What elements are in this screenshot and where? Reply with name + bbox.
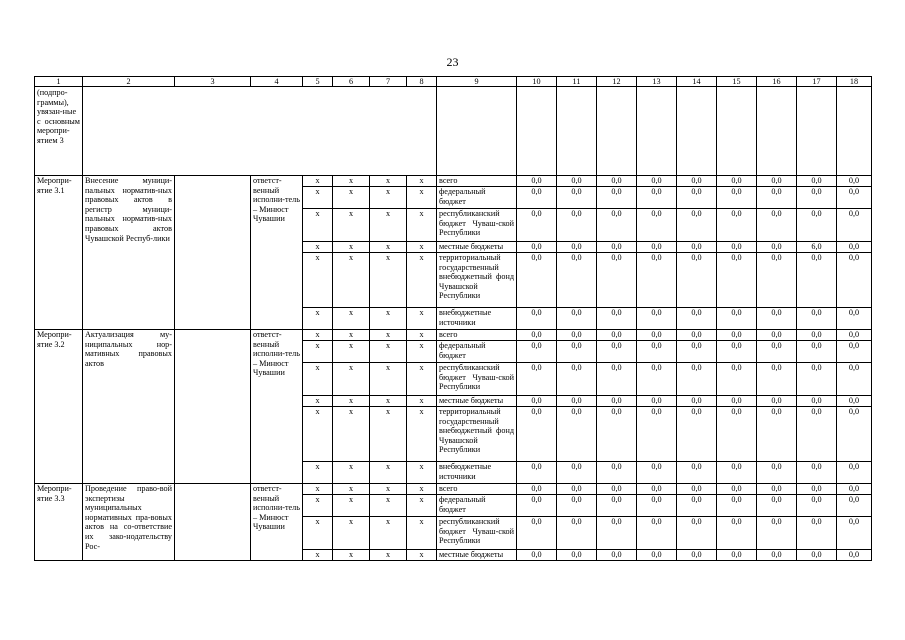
amount-cell: 0,0 — [717, 495, 757, 517]
amount-cell: 0,0 — [837, 253, 872, 308]
amount-cell: 0,0 — [717, 462, 757, 484]
measure-code: Меропри-ятие 3.3 — [35, 484, 83, 561]
empty-cell — [557, 87, 597, 176]
x-mark: x — [370, 363, 407, 396]
budget-table — [34, 76, 872, 561]
amount-cell: 0,0 — [597, 495, 637, 517]
subprogram-cell: (подпро-граммы), увязан-ные с основным меропри-ятием 3 — [35, 87, 83, 176]
empty-cell — [837, 87, 872, 176]
x-mark: x — [303, 495, 333, 517]
amount-cell: 0,0 — [757, 407, 797, 462]
amount-cell: 0,0 — [557, 484, 597, 495]
x-mark: x — [370, 517, 407, 550]
amount-cell: 0,0 — [757, 462, 797, 484]
funding-source: территориальный государственный внебюджетный фонд Чувашской Республики — [437, 407, 517, 462]
empty-cell — [83, 87, 437, 176]
x-mark: x — [407, 407, 437, 462]
amount-cell: 0,0 — [677, 330, 717, 341]
amount-cell: 0,0 — [637, 253, 677, 308]
amount-cell: 0,0 — [637, 187, 677, 209]
amount-cell: 0,0 — [797, 341, 837, 363]
amount-cell: 0,0 — [597, 308, 637, 330]
empty-cell — [637, 87, 677, 176]
amount-cell: 0,0 — [797, 407, 837, 462]
amount-cell: 0,0 — [637, 462, 677, 484]
amount-cell: 0,0 — [797, 176, 837, 187]
funding-source: внебюджетные источники — [437, 308, 517, 330]
amount-cell: 0,0 — [517, 187, 557, 209]
x-mark: x — [370, 209, 407, 242]
column-number: 4 — [251, 77, 303, 87]
x-mark: x — [333, 550, 370, 561]
amount-cell: 0,0 — [757, 550, 797, 561]
empty-cell — [717, 87, 757, 176]
empty-cell — [797, 87, 837, 176]
amount-cell: 0,0 — [557, 462, 597, 484]
measure-executor: ответст-венный исполни-тель – Минюст Чувашии — [251, 176, 303, 330]
amount-cell: 0,0 — [517, 341, 557, 363]
column-number: 3 — [175, 77, 251, 87]
amount-cell: 0,0 — [797, 495, 837, 517]
x-mark: x — [370, 176, 407, 187]
amount-cell: 0,0 — [677, 308, 717, 330]
funding-source: всего — [437, 484, 517, 495]
amount-cell: 0,0 — [717, 363, 757, 396]
x-mark: x — [303, 396, 333, 407]
amount-cell: 0,0 — [797, 308, 837, 330]
amount-cell: 0,0 — [557, 242, 597, 253]
amount-cell: 0,0 — [597, 341, 637, 363]
column-number: 17 — [797, 77, 837, 87]
amount-cell: 0,0 — [557, 396, 597, 407]
amount-cell: 0,0 — [797, 187, 837, 209]
x-mark: x — [333, 341, 370, 363]
amount-cell: 0,0 — [837, 308, 872, 330]
amount-cell: 0,0 — [517, 363, 557, 396]
amount-cell: 0,0 — [517, 330, 557, 341]
amount-cell: 0,0 — [717, 517, 757, 550]
amount-cell: 0,0 — [757, 363, 797, 396]
funding-source: местные бюджеты — [437, 242, 517, 253]
amount-cell: 0,0 — [677, 495, 717, 517]
x-mark: x — [333, 495, 370, 517]
x-mark: x — [333, 253, 370, 308]
x-mark: x — [407, 209, 437, 242]
x-mark: x — [333, 242, 370, 253]
x-mark: x — [407, 550, 437, 561]
amount-cell: 0,0 — [677, 187, 717, 209]
amount-cell: 0,0 — [757, 484, 797, 495]
amount-cell: 0,0 — [757, 209, 797, 242]
amount-cell: 0,0 — [757, 517, 797, 550]
amount-cell: 0,0 — [557, 363, 597, 396]
amount-cell: 0,0 — [637, 363, 677, 396]
empty-cell — [437, 87, 517, 176]
amount-cell: 0,0 — [717, 396, 757, 407]
x-mark: x — [407, 495, 437, 517]
amount-cell: 0,0 — [637, 550, 677, 561]
amount-cell: 0,0 — [677, 517, 717, 550]
amount-cell: 0,0 — [717, 253, 757, 308]
amount-cell: 0,0 — [597, 187, 637, 209]
column-number: 6 — [333, 77, 370, 87]
x-mark: x — [370, 550, 407, 561]
empty-cell — [175, 176, 251, 330]
amount-cell: 0,0 — [597, 253, 637, 308]
amount-cell: 0,0 — [757, 187, 797, 209]
amount-cell: 0,0 — [677, 462, 717, 484]
amount-cell: 0,0 — [517, 495, 557, 517]
empty-cell — [677, 87, 717, 176]
column-number: 2 — [83, 77, 175, 87]
amount-cell: 6,0 — [797, 242, 837, 253]
amount-cell: 0,0 — [597, 550, 637, 561]
amount-cell: 0,0 — [557, 550, 597, 561]
page-number: 23 — [446, 55, 459, 69]
x-mark: x — [407, 462, 437, 484]
amount-cell: 0,0 — [597, 330, 637, 341]
funding-source: республиканский бюджет Чуваш-ской Республики — [437, 517, 517, 550]
amount-cell: 0,0 — [837, 484, 872, 495]
x-mark: x — [303, 550, 333, 561]
empty-cell — [597, 87, 637, 176]
x-mark: x — [303, 484, 333, 495]
x-mark: x — [407, 517, 437, 550]
amount-cell: 0,0 — [837, 550, 872, 561]
amount-cell: 0,0 — [637, 484, 677, 495]
x-mark: x — [333, 187, 370, 209]
column-number: 11 — [557, 77, 597, 87]
amount-cell: 0,0 — [797, 209, 837, 242]
x-mark: x — [303, 209, 333, 242]
amount-cell: 0,0 — [557, 341, 597, 363]
amount-cell: 0,0 — [797, 550, 837, 561]
x-mark: x — [333, 330, 370, 341]
amount-cell: 0,0 — [717, 484, 757, 495]
funding-source: федеральный бюджет — [437, 495, 517, 517]
x-mark: x — [370, 341, 407, 363]
x-mark: x — [303, 308, 333, 330]
x-mark: x — [370, 495, 407, 517]
x-mark: x — [370, 484, 407, 495]
amount-cell: 0,0 — [557, 209, 597, 242]
amount-cell: 0,0 — [677, 484, 717, 495]
x-mark: x — [333, 517, 370, 550]
amount-cell: 0,0 — [837, 242, 872, 253]
amount-cell: 0,0 — [757, 495, 797, 517]
amount-cell: 0,0 — [557, 308, 597, 330]
amount-cell: 0,0 — [757, 330, 797, 341]
x-mark: x — [333, 209, 370, 242]
column-number: 18 — [837, 77, 872, 87]
column-number: 1 — [35, 77, 83, 87]
amount-cell: 0,0 — [597, 242, 637, 253]
x-mark: x — [370, 187, 407, 209]
x-mark: x — [370, 396, 407, 407]
x-mark: x — [370, 330, 407, 341]
measure-name: Проведение право-вой экспертизы муниципальных нормативных пра-вовых актов на со-ответствие их зако-нодательству Рос- — [83, 484, 175, 561]
amount-cell: 0,0 — [597, 176, 637, 187]
amount-cell: 0,0 — [597, 462, 637, 484]
amount-cell: 0,0 — [717, 550, 757, 561]
empty-cell — [757, 87, 797, 176]
amount-cell: 0,0 — [517, 517, 557, 550]
amount-cell: 0,0 — [637, 341, 677, 363]
funding-source: местные бюджеты — [437, 550, 517, 561]
amount-cell: 0,0 — [797, 253, 837, 308]
amount-cell: 0,0 — [717, 209, 757, 242]
column-number: 5 — [303, 77, 333, 87]
x-mark: x — [303, 242, 333, 253]
amount-cell: 0,0 — [637, 176, 677, 187]
amount-cell: 0,0 — [837, 462, 872, 484]
amount-cell: 0,0 — [677, 363, 717, 396]
x-mark: x — [303, 462, 333, 484]
amount-cell: 0,0 — [797, 330, 837, 341]
column-number: 14 — [677, 77, 717, 87]
funding-source: территориальный государственный внебюджетный фонд Чувашской Республики — [437, 253, 517, 308]
column-number: 10 — [517, 77, 557, 87]
amount-cell: 0,0 — [677, 407, 717, 462]
amount-cell: 0,0 — [637, 242, 677, 253]
amount-cell: 0,0 — [517, 308, 557, 330]
x-mark: x — [370, 407, 407, 462]
amount-cell: 0,0 — [517, 176, 557, 187]
amount-cell: 0,0 — [837, 341, 872, 363]
amount-cell: 0,0 — [677, 209, 717, 242]
amount-cell: 0,0 — [597, 484, 637, 495]
amount-cell: 0,0 — [757, 253, 797, 308]
funding-source: федеральный бюджет — [437, 187, 517, 209]
x-mark: x — [303, 176, 333, 187]
funding-source: всего — [437, 176, 517, 187]
amount-cell: 0,0 — [677, 341, 717, 363]
x-mark: x — [333, 407, 370, 462]
x-mark: x — [407, 341, 437, 363]
amount-cell: 0,0 — [557, 176, 597, 187]
x-mark: x — [333, 363, 370, 396]
amount-cell: 0,0 — [757, 242, 797, 253]
amount-cell: 0,0 — [637, 330, 677, 341]
amount-cell: 0,0 — [557, 495, 597, 517]
amount-cell: 0,0 — [837, 396, 872, 407]
amount-cell: 0,0 — [517, 253, 557, 308]
amount-cell: 0,0 — [677, 550, 717, 561]
amount-cell: 0,0 — [717, 242, 757, 253]
amount-cell: 0,0 — [797, 517, 837, 550]
x-mark: x — [407, 396, 437, 407]
x-mark: x — [370, 308, 407, 330]
amount-cell: 0,0 — [597, 517, 637, 550]
amount-cell: 0,0 — [717, 330, 757, 341]
column-number: 7 — [370, 77, 407, 87]
funding-source: республиканский бюджет Чуваш-ской Республики — [437, 209, 517, 242]
empty-cell — [517, 87, 557, 176]
header-row — [35, 77, 872, 87]
measure-executor: ответст-венный исполни-тель – Минюст Чувашии — [251, 484, 303, 561]
x-mark: x — [407, 363, 437, 396]
x-mark: x — [303, 407, 333, 462]
measure-name: Внесение муници-пальных норматив-ных правовых актов в регистр муници-пальных норматив-ных правовых актов Чувашской Респуб-лики — [83, 176, 175, 330]
measure-code: Меропри-ятие 3.2 — [35, 330, 83, 484]
x-mark: x — [333, 484, 370, 495]
funding-source: внебюджетные источники — [437, 462, 517, 484]
funding-row — [35, 330, 872, 341]
column-number: 13 — [637, 77, 677, 87]
amount-cell: 0,0 — [517, 209, 557, 242]
funding-row — [35, 176, 872, 187]
funding-source: местные бюджеты — [437, 396, 517, 407]
x-mark: x — [333, 176, 370, 187]
column-number: 8 — [407, 77, 437, 87]
measure-executor: ответст-венный исполни-тель – Минюст Чувашии — [251, 330, 303, 484]
amount-cell: 0,0 — [517, 462, 557, 484]
amount-cell: 0,0 — [837, 187, 872, 209]
amount-cell: 0,0 — [597, 363, 637, 396]
amount-cell: 0,0 — [797, 462, 837, 484]
x-mark: x — [333, 462, 370, 484]
amount-cell: 0,0 — [717, 407, 757, 462]
amount-cell: 0,0 — [717, 308, 757, 330]
amount-cell: 0,0 — [837, 517, 872, 550]
amount-cell: 0,0 — [717, 341, 757, 363]
x-mark: x — [303, 330, 333, 341]
x-mark: x — [303, 363, 333, 396]
x-mark: x — [407, 330, 437, 341]
x-mark: x — [407, 176, 437, 187]
amount-cell: 0,0 — [637, 396, 677, 407]
measure-name: Актуализация му-ниципальных нор-мативных правовых актов — [83, 330, 175, 484]
amount-cell: 0,0 — [797, 484, 837, 495]
column-number: 12 — [597, 77, 637, 87]
amount-cell: 0,0 — [637, 495, 677, 517]
column-number: 16 — [757, 77, 797, 87]
amount-cell: 0,0 — [517, 484, 557, 495]
amount-cell: 0,0 — [797, 396, 837, 407]
x-mark: x — [407, 253, 437, 308]
x-mark: x — [407, 187, 437, 209]
column-number: 15 — [717, 77, 757, 87]
funding-source: федеральный бюджет — [437, 341, 517, 363]
amount-cell: 0,0 — [597, 396, 637, 407]
amount-cell: 0,0 — [557, 187, 597, 209]
x-mark: x — [370, 462, 407, 484]
x-mark: x — [303, 341, 333, 363]
amount-cell: 0,0 — [597, 407, 637, 462]
amount-cell: 0,0 — [757, 308, 797, 330]
amount-cell: 0,0 — [757, 176, 797, 187]
amount-cell: 0,0 — [837, 495, 872, 517]
x-mark: x — [303, 187, 333, 209]
amount-cell: 0,0 — [837, 330, 872, 341]
funding-source: всего — [437, 330, 517, 341]
measure-code: Меропри-ятие 3.1 — [35, 176, 83, 330]
amount-cell: 0,0 — [517, 242, 557, 253]
amount-cell: 0,0 — [557, 517, 597, 550]
x-mark: x — [370, 253, 407, 308]
funding-source: республиканский бюджет Чуваш-ской Республики — [437, 363, 517, 396]
x-mark: x — [333, 308, 370, 330]
x-mark: x — [333, 396, 370, 407]
empty-cell — [175, 330, 251, 484]
amount-cell: 0,0 — [557, 407, 597, 462]
amount-cell: 0,0 — [637, 517, 677, 550]
x-mark: x — [370, 242, 407, 253]
amount-cell: 0,0 — [637, 308, 677, 330]
amount-cell: 0,0 — [837, 176, 872, 187]
continuation-row — [35, 87, 872, 176]
x-mark: x — [303, 253, 333, 308]
amount-cell: 0,0 — [517, 396, 557, 407]
empty-cell — [175, 484, 251, 561]
amount-cell: 0,0 — [837, 363, 872, 396]
amount-cell: 0,0 — [837, 209, 872, 242]
amount-cell: 0,0 — [717, 187, 757, 209]
amount-cell: 0,0 — [837, 407, 872, 462]
amount-cell: 0,0 — [677, 176, 717, 187]
column-number: 9 — [437, 77, 517, 87]
amount-cell: 0,0 — [757, 396, 797, 407]
x-mark: x — [303, 517, 333, 550]
amount-cell: 0,0 — [517, 550, 557, 561]
amount-cell: 0,0 — [677, 396, 717, 407]
amount-cell: 0,0 — [637, 407, 677, 462]
amount-cell: 0,0 — [637, 209, 677, 242]
amount-cell: 0,0 — [597, 209, 637, 242]
amount-cell: 0,0 — [757, 341, 797, 363]
amount-cell: 0,0 — [717, 176, 757, 187]
x-mark: x — [407, 308, 437, 330]
amount-cell: 0,0 — [557, 330, 597, 341]
amount-cell: 0,0 — [677, 242, 717, 253]
funding-row — [35, 484, 872, 495]
amount-cell: 0,0 — [517, 407, 557, 462]
x-mark: x — [407, 242, 437, 253]
amount-cell: 0,0 — [557, 253, 597, 308]
amount-cell: 0,0 — [677, 253, 717, 308]
amount-cell: 0,0 — [797, 363, 837, 396]
x-mark: x — [407, 484, 437, 495]
